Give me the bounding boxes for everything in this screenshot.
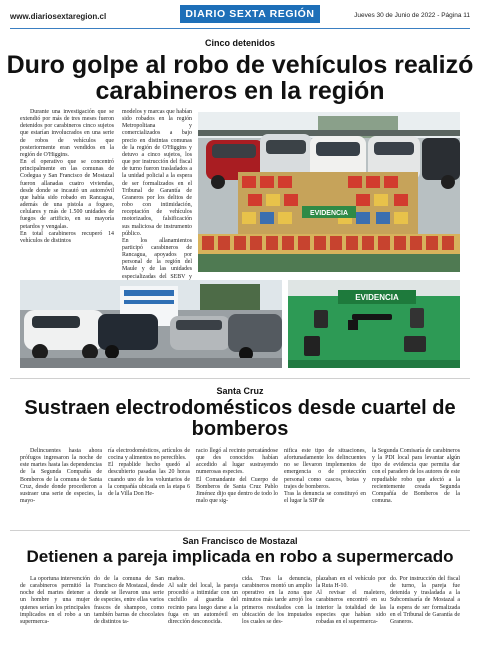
- newspaper-name: DIARIO SEXTA REGIÓN: [180, 5, 320, 23]
- article1-kicker: Cinco detenidos: [204, 38, 275, 48]
- date-and-page: Jueves 30 de Junio de 2022 - Página 11: [354, 12, 470, 19]
- recovered-cars-photo: [20, 280, 282, 368]
- article3-kicker: San Francisco de Mostazal: [182, 536, 298, 546]
- page-header: [10, 5, 470, 29]
- site-url: www.diariosextaregion.cl: [10, 12, 107, 21]
- svg-text:EVIDENCIA: EVIDENCIA: [309, 210, 349, 217]
- evidence-items-photo: [288, 280, 460, 368]
- article2-column-3: racio llegó al recinto percatándose que des conocidos habían accedido al lugar sustrayendo numerosas especies. El Comandante del Cuerpo de Bomberos de Santa Cruz Pablo Jiménez dijo que dentro de todo lo malo que sig-: [196, 448, 278, 505]
- article3-column-6: do. Por instrucción del fiscal de turno, la pareja fue detenida y trasladada a la Subcomisaría de Mostazal a la espera de ser formalizada en el Tribunal de Garantía de Graneros.: [390, 576, 460, 625]
- seized-vehicles-photo: [198, 112, 460, 272]
- recovered-cars-illustration: [20, 280, 282, 368]
- article3-column-1: La oportuna intervención de carabineros permitió la noche del martes detener a un hombre y una mujer quienes serían los principales implicados en el robo a un supermerca-: [20, 576, 90, 625]
- article2-column-5: la Segunda Comisaría de carabineros y la PDI local para levantar algún tipo de evidencia que permita dar con el paradero de los autores de este repudiable robo que afectó a la recientemente creada Segunda Compañía de Bomberos de la comuna.: [372, 448, 460, 505]
- article2-kicker: Santa Cruz: [216, 386, 264, 396]
- article2-column-4: nifica este tipo de situaciones, afortunadamente los delincuentes no se llevaron implementos de emergencia o de protección personal como cascos, botas y trajes de bomberos. Tras la denuncia se constituyó en el lugar la SIP de: [284, 448, 366, 505]
- article3-headline: Detienen a pareja implicada en robo a supermercado: [26, 547, 454, 566]
- article3-column-2: do de la comuna de San Francisco de Mostazal, desde donde se llevaron una serie de especies, entre ellas varios frascos de shampoo, como también barras de chocolates de distintos ta-: [94, 576, 164, 625]
- seized-vehicles-illustration: [198, 112, 460, 272]
- article2-headline: Sustraen electrodomésticos desde cuartel de bomberos: [24, 397, 456, 440]
- article2-column-2: ría electrodomésticos, artículos de cocina y alimentos no perecibles. El repablide hecho quedó al descubierto pasadas las 20 horas cuando uno de los voluntarios de la compañía ubicada en la etapa 6 de la Villa Don He-: [108, 448, 190, 497]
- article3-column-3: maños. Al salir del local, la pareja procedió a intimidar con un cuchillo al guardia del recinto para luego darse a la fuga en un automóvil en dirección desconocida.: [168, 576, 238, 625]
- article1-column-2: modelos y marcas que habían sido robados en la región Metropolitana y comercializados a bajo precio en distintas comunas de la región de O'Higgins y detuvo a cinco sujetos, los que por instrucción del fiscal de turno fueron trasladados a la unidad policial a la espera de ser formalizados en el Tribunal de Garantía de Graneros por los delitos de robo con intimidación, receptación de vehículos motorizados, falsificación sus maliciosa de instrumento público. En los allanamientos participó carabineros de Rancagua, apoyados por personal de la región del Maule y de las unidades especializadas del SEBV y: [122, 109, 192, 280]
- article1-divider: [10, 378, 470, 379]
- article1-column-1: Durante una investigación que se extendió por más de tres meses fueron detenidos por carabineros cinco sujetos que estarían involucrados en una serie de robos de vehículos que posteriormente eran vendidos en la región de O'Higgins. En el operativo que se concentró principalmente en las comunas de Codegua y San Francisco de Mostazal fueron allanadas cuatro viviendas, desde donde se incautó un automóvil que había sido robado en Rancagua, además de una pistola a fogueo, celulares y más de 1.500 unidades de fuegos de artificio, en su mayoría petardos y vengalas. En total carabineros recuperó 14 vehículos de distintos: [20, 109, 114, 244]
- header-rule: [10, 28, 470, 29]
- article1-headline: Duro golpe al robo de vehículos realizó carabineros en la región: [6, 51, 474, 106]
- evidence-items-illustration: [288, 280, 460, 368]
- article3-column-4: cida. Tras la denuncia, carabineros montó un amplio operativo en la zona que minutos más tarde arrojó los primeros resultados con la ubicación de los imputados los cuales se des-: [242, 576, 312, 625]
- svg-text:EVIDENCIA: EVIDENCIA: [355, 293, 399, 302]
- article2-column-1: Delincuentes hasta ahora prófugos ingresaron la noche de este martes hasta las dependencias de la Segunda Compañía de Bomberos de la comuna de Santa Cruz, desde donde procedieron a sustraer una serie de especies, la mayo-: [20, 448, 102, 505]
- article2-divider: [10, 530, 470, 531]
- article3-column-5: plazaban en el vehículo por la Ruta H-10. Al revisar el maletero, carabineros encontró en su interior la totalidad de las especies que habían sido robadas en el supermerca-: [316, 576, 386, 625]
